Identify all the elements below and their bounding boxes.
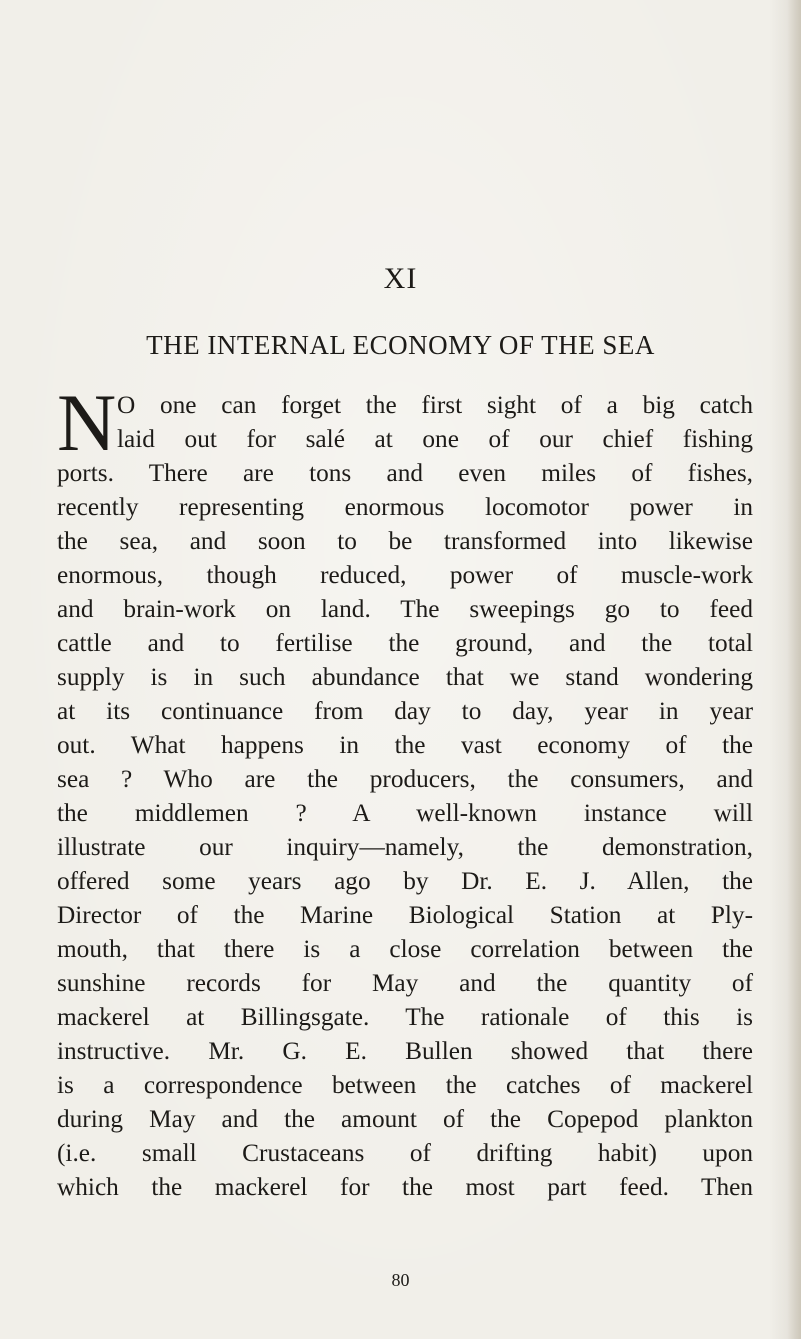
text-line: supply is in such abundance that we stand wondering	[57, 663, 753, 691]
text-line: is a correspondence between the catches of mackerel	[57, 1071, 753, 1099]
text-line: recently representing enormous locomotor power in	[57, 493, 753, 521]
text-line: the middlemen ? A well-known instance will	[57, 799, 753, 827]
text-line: instructive. Mr. G. E. Bullen showed that there	[57, 1037, 753, 1065]
text-line: at its continuance from day to day, year in year	[57, 697, 753, 725]
text-line: the sea, and soon to be transformed into likewise	[57, 527, 753, 555]
text-line: and brain-work on land. The sweepings go to feed	[57, 595, 753, 623]
text-line: cattle and to fertilise the ground, and the total	[57, 629, 753, 657]
chapter-title: THE INTERNAL ECONOMY OF THE SEA	[146, 330, 655, 360]
text-line: out. What happens in the vast economy of the	[57, 731, 753, 759]
text-line: sunshine records for May and the quantity of	[57, 969, 753, 997]
page-number: 80	[391, 1270, 410, 1290]
page-edge-shadow	[787, 0, 801, 1339]
drop-cap: N	[57, 386, 117, 458]
text-line: Director of the Marine Biological Station at Ply-	[57, 901, 753, 929]
text-line: illustrate our inquiry—namely, the demonstration,	[57, 833, 753, 861]
text-line: offered some years ago by Dr. E. J. Allen, the	[57, 867, 753, 895]
text-line: during May and the amount of the Copepod plankton	[57, 1105, 753, 1133]
text-line: mackerel at Billingsgate. The rationale of this is	[57, 1003, 753, 1031]
text-line: ports. There are tons and even miles of fishes,	[57, 459, 753, 487]
body-paragraph	[57, 388, 753, 1204]
text-line: enormous, though reduced, power of muscle-work	[57, 561, 753, 589]
text-line: O one can forget the first sight of a big catch	[117, 391, 753, 419]
text-line: laid out for salé at one of our chief fishing	[117, 425, 753, 453]
text-line: sea ? Who are the producers, the consumers, and	[57, 765, 753, 793]
chapter-number: XI	[383, 262, 418, 295]
text-line: mouth, that there is a close correlation between the	[57, 935, 753, 963]
text-line: which the mackerel for the most part feed. Then	[57, 1173, 753, 1201]
text-line: (i.e. small Crustaceans of drifting habit) upon	[57, 1139, 753, 1167]
